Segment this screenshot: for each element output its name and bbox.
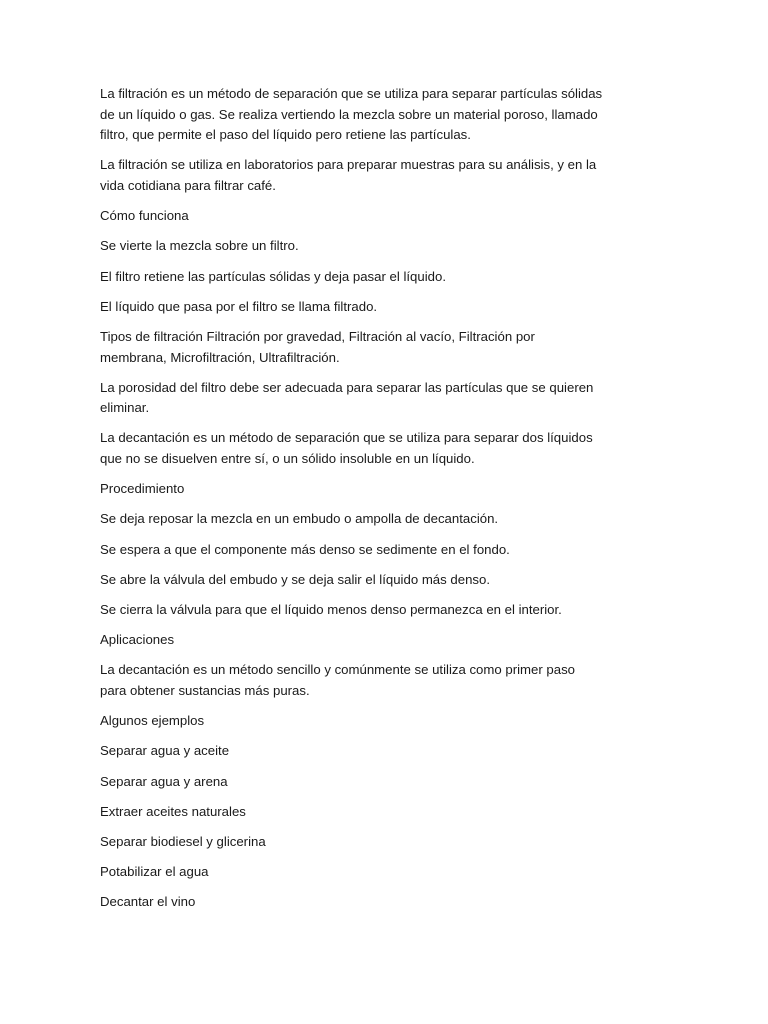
list-item-ejemplo-4: Separar biodiesel y glicerina [100,833,266,849]
list-item-ejemplo-6: Decantar el vino [100,894,196,910]
document-body [100,84,605,922]
list-item-ejemplo-3: Extraer aceites naturales [100,803,246,819]
heading-como-funciona: Cómo funciona [100,208,189,224]
paragraph-paso-1: Se vierte la mezcla sobre un filtro. [100,238,299,254]
paragraph-procedimiento-2: Se espera a que el componente más denso se sedimente en el fondo. [100,541,510,557]
heading-aplicaciones: Aplicaciones [100,632,175,648]
paragraph-aplicaciones: La decantación es un método sencillo y comúnmente se utiliza como primer paso para obtener sustancias más puras. [100,662,576,698]
paragraph-tipos-filtracion: Tipos de filtración Filtración por gravedad, Filtración al vacío, Filtración por membrana, Microfiltración, Ultrafiltración. [100,328,535,365]
paragraph-filtracion-definicion: La filtración es un método de separación que se utiliza para separar partículas sólidas de un líquido o gas. Se realiza vertiendo la mezcla sobre un material poroso, llamado filtro, que permite el paso del líquido pero retiene las partículas. [100,86,603,143]
paragraph-filtracion-usos: La filtración se utiliza en laboratorios para preparar muestras para su análisis, y en la vida cotidiana para filtrar café. [100,157,597,193]
paragraph-decantacion-definicion: La decantación es un método de separación que se utiliza para separar dos líquidos que no se disuelven entre sí, o un sólido insoluble en un líquido. [100,430,593,467]
paragraph-procedimiento-4: Se cierra la válvula para que el líquido menos denso permanezca en el interior. [100,602,562,617]
heading-procedimiento: Procedimiento [100,481,185,497]
paragraph-procedimiento-1: Se deja reposar la mezcla en un embudo o ampolla de decantación. [100,511,499,527]
list-item-ejemplo-5: Potabilizar el agua [100,864,209,880]
paragraph-paso-3: El líquido que pasa por el filtro se llama filtrado. [100,298,378,314]
list-item-ejemplo-1: Separar agua y aceite [100,743,230,759]
paragraph-procedimiento-3: Se abre la válvula del embudo y se deja salir el líquido más denso. [100,571,490,587]
paragraph-paso-2: El filtro retiene las partículas sólidas y deja pasar el líquido. [100,268,446,284]
paragraph-porosidad: La porosidad del filtro debe ser adecuada para separar las partículas que se quieren eliminar. [100,379,594,416]
list-item-ejemplo-2: Separar agua y arena [100,773,228,789]
heading-algunos-ejemplos: Algunos ejemplos [100,713,205,729]
